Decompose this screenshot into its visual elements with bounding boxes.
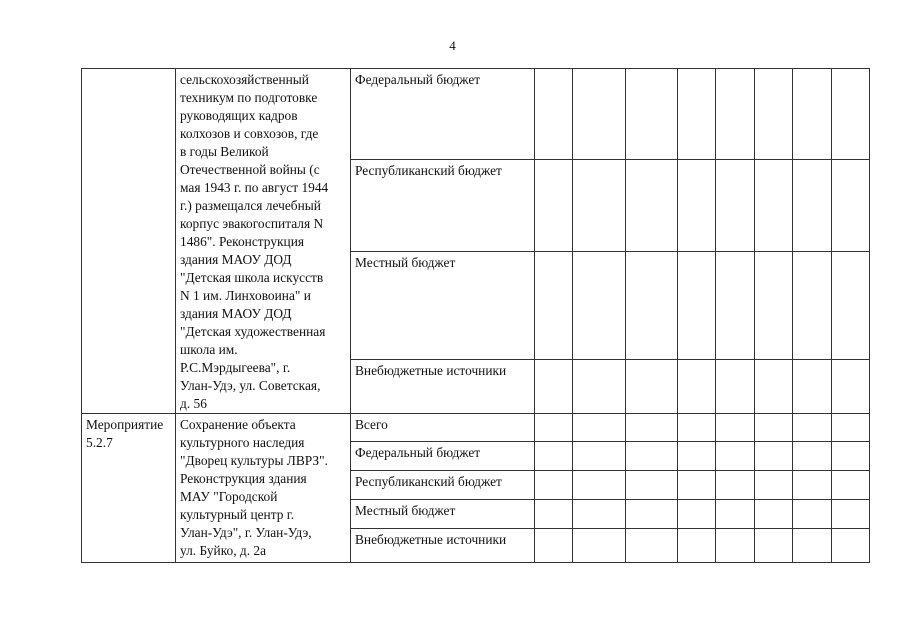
value-cell bbox=[535, 471, 573, 500]
event-description-cell: сельскохозяйственный техникум по подготовке руководящих кадров колхозов и совхозов, где в годы Великой Отечественной войны (с мая 1943 г. по август 1944 г.) размещался лечебный корпус эвакогоспиталя N 1486". Реконструкция здания МАОУ ДОД "Детская школа искусств N 1 им. Линховоина" и здания МАОУ ДОД "Детская художественная школа им. Р.С.Мэрдыгеева", г. Улан-Удэ, ул. Советская, д. 56 bbox=[176, 69, 351, 414]
value-cell bbox=[573, 360, 626, 414]
value-cell bbox=[573, 160, 626, 252]
value-cell bbox=[755, 529, 793, 563]
value-cell bbox=[626, 471, 678, 500]
value-cell bbox=[793, 69, 832, 160]
value-cell bbox=[793, 360, 832, 414]
funding-source-cell: Внебюджетные источники bbox=[351, 360, 535, 414]
funding-source-cell: Республиканский бюджет bbox=[351, 160, 535, 252]
value-cell bbox=[716, 414, 755, 442]
value-cell bbox=[678, 442, 716, 471]
value-cell bbox=[573, 414, 626, 442]
value-cell bbox=[832, 414, 870, 442]
value-cell bbox=[716, 160, 755, 252]
value-cell bbox=[573, 529, 626, 563]
value-cell bbox=[832, 442, 870, 471]
event-code-cell: Мероприятие 5.2.7 bbox=[82, 414, 176, 563]
value-cell bbox=[832, 500, 870, 529]
value-cell bbox=[832, 360, 870, 414]
value-cell bbox=[535, 414, 573, 442]
table-row bbox=[82, 69, 870, 160]
value-cell bbox=[755, 160, 793, 252]
value-cell bbox=[755, 442, 793, 471]
value-cell bbox=[573, 69, 626, 160]
value-cell bbox=[832, 529, 870, 563]
value-cell bbox=[573, 471, 626, 500]
funding-source-cell: Федеральный бюджет bbox=[351, 442, 535, 471]
value-cell bbox=[626, 252, 678, 360]
value-cell bbox=[793, 252, 832, 360]
value-cell bbox=[535, 160, 573, 252]
value-cell bbox=[573, 500, 626, 529]
value-cell bbox=[755, 471, 793, 500]
value-cell bbox=[716, 442, 755, 471]
value-cell bbox=[678, 471, 716, 500]
value-cell bbox=[755, 252, 793, 360]
value-cell bbox=[573, 442, 626, 471]
value-cell bbox=[793, 529, 832, 563]
value-cell bbox=[626, 160, 678, 252]
value-cell bbox=[535, 442, 573, 471]
value-cell bbox=[716, 529, 755, 563]
value-cell bbox=[535, 252, 573, 360]
value-cell bbox=[678, 529, 716, 563]
value-cell bbox=[626, 442, 678, 471]
value-cell bbox=[755, 414, 793, 442]
event-description-cell: Сохранение объекта культурного наследия "Дворец культуры ЛВРЗ". Реконструкция здания МАУ "Городской культурный центр г. Улан-Удэ", г. Улан-Удэ, ул. Буйко, д. 2а bbox=[176, 414, 351, 563]
value-cell bbox=[793, 442, 832, 471]
value-cell bbox=[716, 69, 755, 160]
value-cell bbox=[678, 252, 716, 360]
page-number: 4 bbox=[449, 38, 456, 53]
value-cell bbox=[832, 160, 870, 252]
value-cell bbox=[793, 160, 832, 252]
value-cell bbox=[626, 69, 678, 160]
value-cell bbox=[626, 360, 678, 414]
value-cell bbox=[793, 471, 832, 500]
table-row bbox=[82, 414, 870, 442]
value-cell bbox=[535, 529, 573, 563]
value-cell bbox=[832, 252, 870, 360]
funding-source-cell: Республиканский бюджет bbox=[351, 471, 535, 500]
value-cell bbox=[716, 360, 755, 414]
value-cell bbox=[626, 529, 678, 563]
event-code-cell bbox=[82, 69, 176, 414]
value-cell bbox=[678, 414, 716, 442]
funding-source-cell: Федеральный бюджет bbox=[351, 69, 535, 160]
value-cell bbox=[678, 500, 716, 529]
value-cell bbox=[716, 252, 755, 360]
value-cell bbox=[755, 69, 793, 160]
value-cell bbox=[535, 500, 573, 529]
value-cell bbox=[678, 360, 716, 414]
value-cell bbox=[832, 69, 870, 160]
value-cell bbox=[755, 500, 793, 529]
budget-table bbox=[81, 68, 870, 563]
value-cell bbox=[678, 160, 716, 252]
value-cell bbox=[626, 414, 678, 442]
funding-source-cell: Внебюджетные источники bbox=[351, 529, 535, 563]
value-cell bbox=[832, 471, 870, 500]
value-cell bbox=[678, 69, 716, 160]
value-cell bbox=[716, 500, 755, 529]
value-cell bbox=[535, 360, 573, 414]
funding-source-cell: Всего bbox=[351, 414, 535, 442]
value-cell bbox=[793, 414, 832, 442]
value-cell bbox=[793, 500, 832, 529]
value-cell bbox=[755, 360, 793, 414]
value-cell bbox=[716, 471, 755, 500]
value-cell bbox=[535, 69, 573, 160]
value-cell bbox=[573, 252, 626, 360]
value-cell bbox=[626, 500, 678, 529]
funding-source-cell: Местный бюджет bbox=[351, 252, 535, 360]
funding-source-cell: Местный бюджет bbox=[351, 500, 535, 529]
